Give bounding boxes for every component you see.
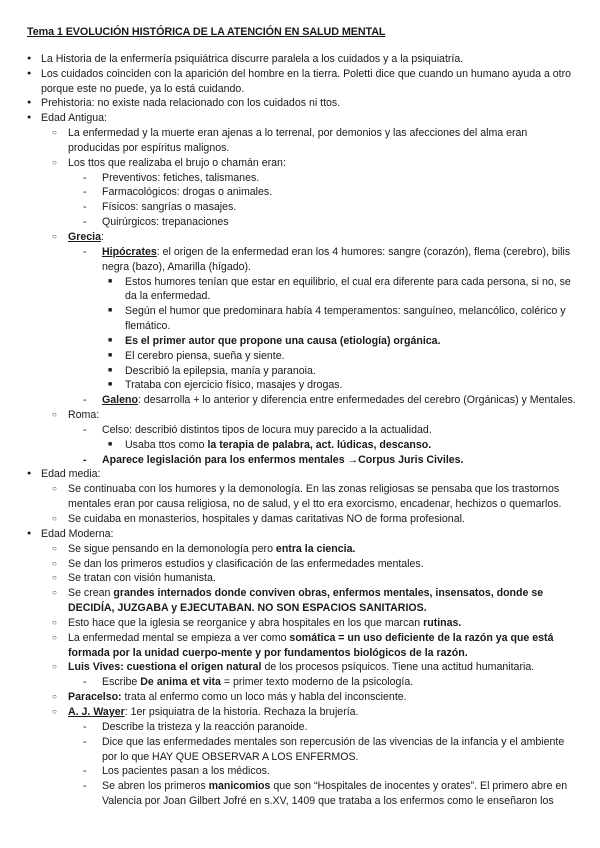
grecia-sep: : <box>100 230 104 243</box>
section-label: Edad Moderna: <box>41 527 114 540</box>
list-item: ■ Es el primer autor que propone una causa (etiología) orgánica. <box>108 334 578 349</box>
vives-item <box>49 660 578 690</box>
main-list <box>27 52 578 809</box>
hipocrates-list <box>108 275 578 394</box>
list-item <box>49 616 578 631</box>
list-item: ■ El cerebro piensa, sueña y siente. <box>108 349 578 364</box>
hipocrates-name: Hipócrates <box>102 245 157 258</box>
celso-list <box>108 438 578 453</box>
bold-span: somática = un uso deficiente de la razón ya que está formada por la unidad cuerpo-mente y por fundamentos biológicos de la razón. <box>68 631 554 659</box>
list-item <box>49 631 578 661</box>
moderna-list <box>49 542 578 809</box>
list-item <box>80 675 578 690</box>
list-item: - Físicos: sangrías o masajes. <box>80 200 578 215</box>
list-item: - Preventivos: fetiches, talismanes. <box>80 171 578 186</box>
bold-span: la terapia de palabra, act. lúdicas, descanso. <box>207 438 432 451</box>
text-span: La enfermedad mental se empieza a ver como <box>68 631 290 644</box>
text-span: Se crean <box>68 587 114 600</box>
list-item: ■ Estos humores tenían que estar en equilibrio, el cual era diferente para cada persona, si no, se da la enfermedad. <box>108 275 578 305</box>
list-item: - Aparece legislación para los enfermos mentales →Corpus Juris Civiles. <box>80 453 578 468</box>
list-item: ● La Historia de la enfermería psiquiátrica discurre paralela a los cuidados y a la psiquiatría. <box>27 52 578 67</box>
bold-span: rutinas. <box>423 616 462 629</box>
list-item: ○ La enfermedad y la muerte eran ajenas a lo terrenal, por demonios y las afecciones del alma eran producidas por espíritus malignos. <box>49 126 578 156</box>
wayer-name: A. J. Wayer <box>68 705 125 718</box>
grecia-label: Grecia <box>68 230 101 243</box>
galeno-name: Galeno <box>102 394 138 407</box>
bold-span: entra la ciencia. <box>275 542 356 555</box>
list-item <box>108 438 578 453</box>
galeno-text: : desarrolla + lo anterior y diferencia entre enfermedades del cerebro (Orgánicas) y Mentales. <box>137 394 576 407</box>
list-item: ■ Trataba con ejercicio físico, masajes y drogas. <box>108 378 578 393</box>
list-item <box>49 586 578 616</box>
list-item: ● Los cuidados coinciden con la aparición del hombre en la tierra. Poletti dice que cuando un humano ayuda a otro porque este no puede, ya lo está cuidando. <box>27 67 578 97</box>
list-item: - Quirúrgicos: trepanaciones <box>80 215 578 230</box>
bold-span: grandes internados donde conviven obras, enfermos mentales, insensatos, donde se DECIDÍA, JUZGABA y EJECUTABAN. NO SON ESPACIOS SANITARIOS. <box>68 587 544 615</box>
text-span: Escribe <box>102 676 141 689</box>
hipocrates-item <box>80 245 578 393</box>
brujo-list <box>80 171 578 230</box>
celso-item <box>80 423 578 453</box>
list-item: ○ Se tratan con visión humanista. <box>49 571 578 586</box>
antigua-list <box>49 126 578 467</box>
section-edad-media <box>27 467 578 526</box>
list-item: - Dice que las enfermedades mentales son repercusión de las vivencias de la infancia y el ambiente por lo que HAY QUE OBSERVAR A LOS ENFERMOS. <box>80 735 578 765</box>
section-edad-moderna <box>27 527 578 809</box>
list-item: - Farmacológicos: drogas o animales. <box>80 185 578 200</box>
roma-list <box>80 423 578 468</box>
list-item <box>49 542 578 557</box>
list-item: - Los pacientes pasan a los médicos. <box>80 764 578 779</box>
list-item: ○ Se cuidaba en monasterios, hospitales y damas caritativas NO de forma profesional. <box>49 512 578 527</box>
section-edad-antigua <box>27 111 578 467</box>
grecia-list <box>80 245 578 408</box>
document-title: Tema 1 EVOLUCIÓN HISTÓRICA DE LA ATENCIÓN EN SALUD MENTAL <box>27 26 386 38</box>
list-item: ■ Describió la epilepsia, manía y paranoia. <box>108 364 578 379</box>
galeno-item <box>80 393 578 408</box>
grecia-item <box>49 230 578 408</box>
text-span: de los procesos psíquicos. Tiene una actitud humanitaria. <box>261 661 535 674</box>
wayer-list <box>80 720 578 809</box>
text-span: Usaba ttos como <box>125 438 208 451</box>
list-item: ■ Según el humor que predominara había 4 temperamentos: sanguíneo, melancólico, colérico y flemático. <box>108 304 578 334</box>
hipocrates-text: : el origen de la enfermedad eran los 4 humores: sangre (corazón), flema (cerebro), bilis negra (bazo), Amarilla (hígado). <box>102 245 571 273</box>
bold-span: De anima et vita <box>140 676 221 689</box>
brujo-label: Los ttos que realizaba el brujo o chamán eran: <box>68 156 286 169</box>
bold-span: manicomios <box>208 780 271 793</box>
section-label: Edad media: <box>41 468 101 481</box>
list-item: ● Prehistoria: no existe nada relacionado con los cuidados ni ttos. <box>27 96 578 111</box>
list-item <box>49 156 578 230</box>
text-span: que son “Hospitales de inocentes y orates”. El primero abre en Valencia por Joan Gilbert Jofré en s.XV, 1409 que trataba a los enfermos como le enseñaron los <box>102 780 568 808</box>
list-item <box>80 779 578 809</box>
text-span: = primer texto moderno de la psicología. <box>220 676 414 689</box>
bold-span: Paracelso: <box>68 691 122 704</box>
text-span: Esto hace que la iglesia se reorganice y abra hospitales en los que marcan <box>68 616 424 629</box>
text-span: Se sigue pensando en la demonología pero <box>68 542 276 555</box>
media-list <box>49 482 578 527</box>
roma-label: Roma: <box>68 409 100 422</box>
list-item: ○ Se continuaba con los humores y la demonología. En las zonas religiosas se pensaba que los trastornos mentales eran por causa religiosa, no de salud, y el tto era exorcismo, encadenar, hechizos o quemarlos. <box>49 482 578 512</box>
text-span: : 1er psiquiatra de la historia. Rechaza la brujería. <box>124 705 359 718</box>
section-label: Edad Antigua: <box>41 112 107 125</box>
roma-item <box>49 408 578 467</box>
bold-span: Luis Vives: cuestiona el origen natural <box>68 661 262 674</box>
list-item: ○ Se dan los primeros estudios y clasificación de las enfermedades mentales. <box>49 557 578 572</box>
list-item <box>49 690 578 705</box>
list-item: - Describe la tristeza y la reacción paranoide. <box>80 720 578 735</box>
text-span: Se abren los primeros <box>102 780 209 793</box>
celso-text: Celso: describió distintos tipos de locura muy parecido a la actualidad. <box>102 423 432 436</box>
text-span: trata al enfermo como un loco más y habla del inconsciente. <box>121 691 407 704</box>
wayer-item <box>49 705 578 809</box>
vives-list <box>80 675 578 690</box>
